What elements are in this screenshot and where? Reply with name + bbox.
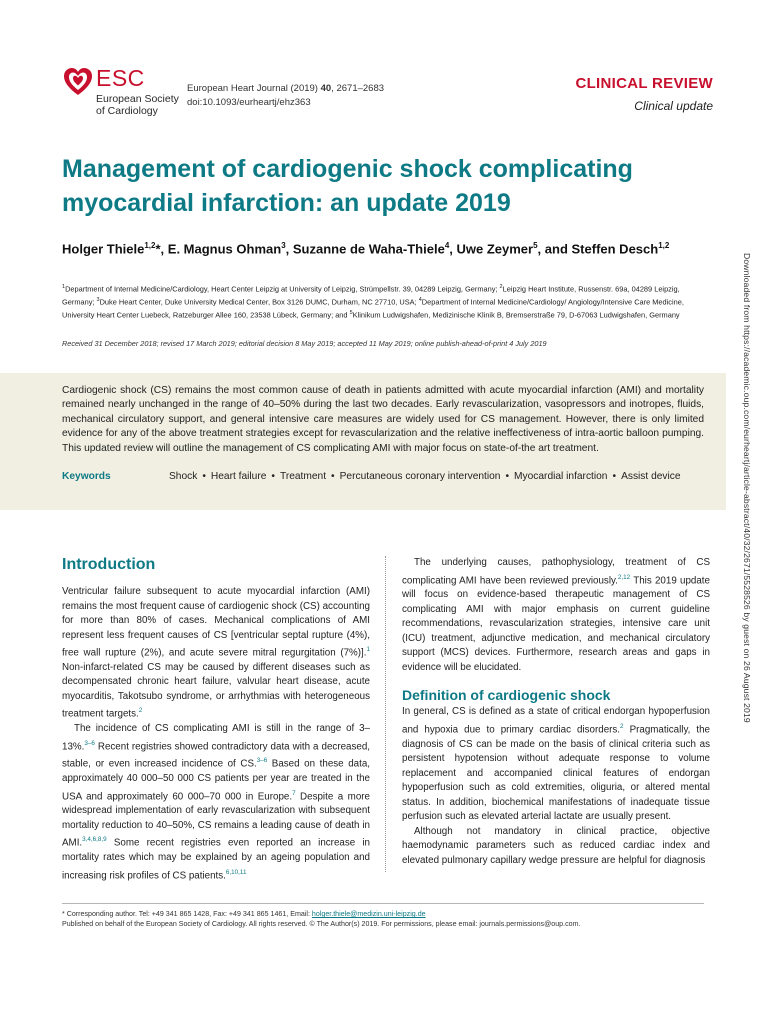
logo-of-line: of Cardiology (96, 105, 158, 117)
footnotes (62, 909, 704, 929)
journal-name: European Heart Journal (2019) (187, 83, 321, 94)
keyword: Heart failure (210, 471, 267, 482)
keyword-separator: • (271, 471, 275, 482)
citation-ref: 3–6 (84, 739, 95, 747)
journal-citation (187, 82, 384, 110)
heart-logo-icon (62, 66, 94, 98)
keyword: Assist device (621, 471, 681, 482)
corresponding-mark: * (155, 241, 161, 257)
keywords-list (169, 470, 704, 484)
logo-society-text (96, 93, 179, 117)
affiliation-text: Department of Internal Medicine/Cardiology/ Angiology/Intensive Care Medicine, University Heart Center Luebeck, Ratzeburger Allee 160, 23538 Lübeck, Germany; and (62, 297, 684, 320)
download-watermark: Downloaded from https://academic.oup.com/eurheartj/article-abstract/40/32/2671/5528526 by guest on 26 August 2019 (742, 253, 752, 723)
citation-ref: 3,4,6,8,9 (82, 836, 107, 844)
author-list: Holger Thiele$^{1,2}$*, E. Magnus Ohman$^3$, Suzanne de Waha-Thiele$^4$, Uwe Zeymer$^5$, and Steffen Desch$^{1,2}$ (62, 241, 670, 257)
keywords-label: Keywords (62, 471, 111, 482)
affiliation-number: 5 (349, 310, 353, 317)
footnote-divider (62, 903, 704, 904)
right-column (402, 556, 710, 868)
citation-ref: 6,10,11 (225, 868, 247, 876)
author-name: E. Magnus Ohman (167, 241, 282, 257)
citation-ref: 7 (292, 789, 296, 797)
author-email-link[interactable]: holger.thiele@medizin.uni-leipzig.de (311, 910, 426, 918)
intro-paragraph-1: Ventricular failure subsequent to acute myocardial infarction (AMI) remains the most frequent cause of cardiogenic shock (CS) accounting for more than 80% of cases. Mechanical complications of AMI represent less frequent causes of CS [ventricular septal rupture (4%), free wall rupture (2%), and acute severe mitral regurgitation (7%)].$^1$ Non-infarct-related CS may be caused by different diseases such as decompensated chronic heart failure, valvular heart disease, acute myocarditis, Takotsubo syndrome, or arrhythmias with heterogeneous treatment targets.$^2$ (62, 586, 370, 720)
definition-paragraph-1: In general, CS is defined as a state of critical endorgan hypoperfusion and hypoxia due to primary cardiac disorders.$^2$ Pragmatically, the diagnosis of CS can be made on the basis of clinical criteria such as persistent hypotension without adequate response to volume replacement and accompanied clinical features of endorgan hypoperfusion such as cold extremities, oliguria, or altered mental status. In addition, biochemical manifestations of inadequate tissue perfusion such as elevated arterial lactate are usually present. (402, 706, 711, 823)
article-title: Management of cardiogenic shock complicating myocardial infarction: an update 2019 (62, 155, 633, 217)
author-affiliation-ref: 3 (281, 241, 286, 250)
section-label (575, 75, 713, 115)
keyword: Shock (169, 471, 198, 482)
affiliations (62, 282, 702, 321)
keyword: Myocardial infarction (514, 471, 608, 482)
author-affiliation-ref: 5 (533, 241, 538, 250)
citation-ref: 2,12 (617, 573, 631, 581)
definition-heading: Definition of cardiogenic shock (402, 687, 611, 704)
esc-logo (62, 66, 182, 118)
citation-ref: 3–6 (256, 757, 268, 765)
section-subtitle: Clinical update (634, 99, 713, 113)
author-affiliation-ref: 4 (444, 241, 450, 250)
introduction-heading: Introduction (62, 556, 156, 573)
keyword: Percutaneous coronary intervention (339, 471, 501, 482)
author-name: Holger Thiele (62, 241, 145, 257)
author-affiliation-ref: 1,2 (658, 241, 670, 250)
citation-ref: 2 (620, 722, 624, 730)
affiliation-number: 3 (96, 297, 100, 304)
section-title: CLINICAL REVIEW (575, 75, 713, 92)
corresponding-text: * Corresponding author. Tel: +49 341 865 1428, Fax: +49 341 865 1461, Email: (62, 910, 312, 918)
publisher-note: Published on behalf of the European Society of Cardiology. All rights reserved. © The Author(s) 2019. For permissions, please email: journals.permissions@oup.com. (62, 920, 581, 929)
affiliation-number: 1 (62, 284, 66, 290)
journal-pages: , 2671–2683 (331, 83, 385, 94)
affiliation-text: Duke Heart Center, Duke University Medical Center, Box 3126 DUMC, Durham, NC 27710, USA; (99, 297, 419, 307)
abstract-text: Cardiogenic shock (CS) remains the most common cause of death in patients admitted with acute myocardial infarction (AMI) and mortality remained nearly unchanged in the range of 40–50% during the last two decades. Early revascularization, vasopressors and inotropes, fluids, mechanical circulatory support, and general intensive care measures are widely used for CS management. However, there is only limited evidence for any of the above treatment strategies except for revascularization and the relative ineffectiveness of intra-aortic balloon pumping. This updated review will outline the management of CS complicating AMI with major focus on state-of-the art treatment. (62, 385, 704, 454)
keyword: Treatment (279, 471, 327, 482)
citation-ref: 2 (138, 707, 143, 715)
logo-society-line: European Society (96, 93, 179, 105)
left-column (62, 554, 370, 883)
citation-ref: 1 (366, 646, 370, 653)
right-paragraph-1: The underlying causes, pathophysiology, treatment of CS complicating AMI have been reviewed previously.$^{2,12}$ This 2019 update will focus on evidence-based therapeutic management of CS complicating AMI with major emphasis on current guideline recommendations, revascularization strategies, intensive care unit (ICU) treatment, adjunctive medication, and mechanical circulatory support (MCS) devices. Furthermore, research areas and gaps in evidence will be elucidated. (402, 557, 710, 673)
affiliation-number: 4 (418, 297, 422, 304)
author-name: Steffen Desch (571, 241, 659, 257)
definition-paragraph-2: Although not mandatory in clinical practice, objective haemodynamic parameters such as reduced cardiac index and elevated pulmonary capillary wedge pressure are helpful for diagnosis (402, 825, 710, 866)
journal-volume: 40 (320, 83, 332, 94)
corresponding-author-note (62, 909, 704, 919)
doi-link[interactable]: doi:10.1093/eurheartj/ehz363 (187, 97, 311, 108)
affiliation-text: Leipzig Heart Institute, Russenstr. 69a, 04289 Leipzig, Germany; (62, 284, 680, 307)
keyword-separator: • (202, 471, 206, 482)
author-name: Uwe Zeymer (456, 241, 534, 257)
keyword-separator: • (331, 471, 335, 482)
affiliation-text: Klinikum Ludwigshafen, Medizinische Klinik B, Bremserstraße 79, D-67063 Ludwigshafen, Germany (352, 310, 680, 320)
intro-paragraph-2: The incidence of CS complicating AMI is still in the range of 3–13%.$^{3-6}$ Recent registries showed contradictory data with a decreased, stable, or even increased incidence of CS.$^{3-6}$ Based on these data, approximately 40 000–50 000 CS patients per year are treated in the USA and approximately 60 000–70 000 in Europe.$^7$ Despite a more widespread implementation of early revascularization with subsequent mortality reduction to 40–50%, CS remains a leading cause of death in AMI.$^{3,4,6,8,9}$ Some recent registries even reported an increase in mortality rates which may be explained by an ageing population and increasing risk profiles of CS patients.$^{6,10,11}$ (62, 723, 370, 881)
affiliation-number: 2 (499, 284, 503, 290)
author-name: Suzanne de Waha-Thiele (292, 241, 445, 257)
article-dates: Received 31 December 2018; revised 17 March 2019; editorial decision 8 May 2019; accepted 11 May 2019; online publish-ahead-of-print 4 July 2019 (62, 339, 547, 348)
keyword-separator: • (612, 471, 617, 482)
affiliation-text: Department of Internal Medicine/Cardiology, Heart Center Leipzig at University of Leipzig, Strümpellstr. 39, 04289 Leipzig, Germany; (65, 284, 500, 294)
logo-esc-text: ESC (96, 65, 145, 91)
author-affiliation-ref: 1,2 (144, 241, 156, 250)
column-divider (385, 556, 386, 872)
keyword-separator: • (505, 471, 510, 482)
